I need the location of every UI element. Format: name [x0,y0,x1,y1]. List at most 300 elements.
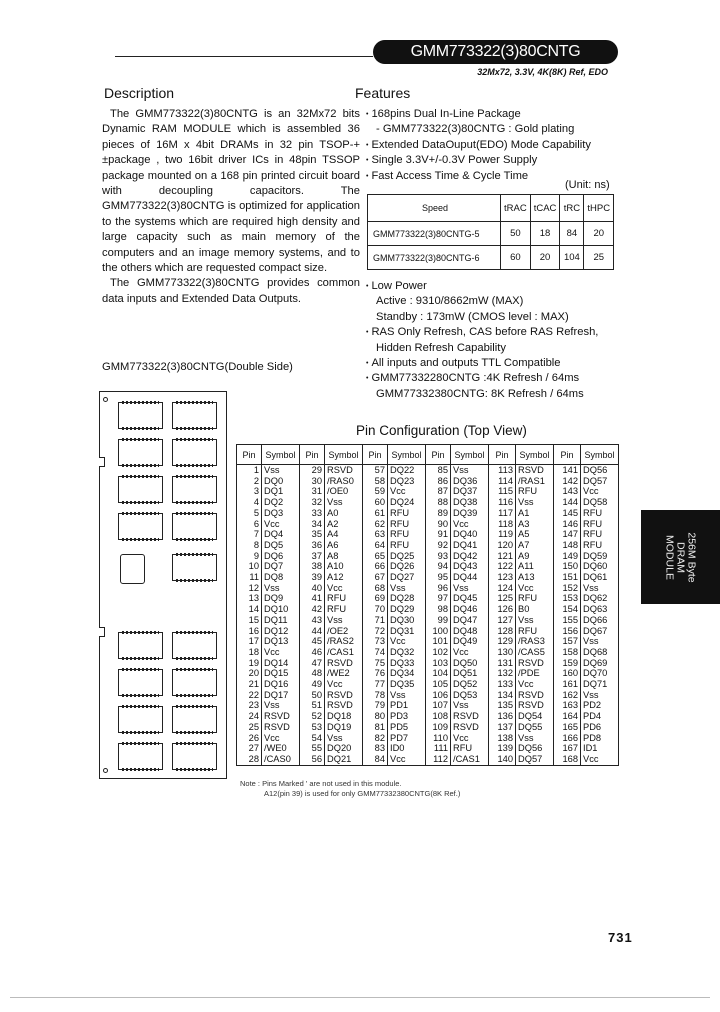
pin-number-cell: 32 [300,497,325,508]
timing-cell: 20 [584,222,614,246]
table-row [237,690,619,701]
pin-symbol-cell: RFU [388,529,426,540]
dram-chip [118,513,163,540]
pin-symbol-cell: Vcc [516,583,554,594]
part-subtitle: 32Mx72, 3.3V, 4K(8K) Ref, EDO [477,67,608,77]
pin-symbol-cell: DQ35 [388,679,426,690]
pin-symbol-cell: ID0 [388,743,426,754]
dram-chip [172,402,217,429]
pin-number-cell: 15 [237,615,262,626]
pin-symbol-cell: Vss [325,733,363,744]
pin-number-cell: 102 [426,647,451,658]
pin-number-cell: 103 [426,658,451,669]
pin-number-cell: 7 [237,529,262,540]
pin-symbol-cell: DQ52 [451,679,489,690]
pin-number-cell: 78 [363,690,388,701]
pin-number-cell: 154 [554,604,581,615]
pin-number-cell: 117 [489,508,516,519]
pin-number-cell: 95 [426,572,451,583]
pin-symbol-cell: RFU [325,593,363,604]
pin-symbol-cell: DQ15 [262,668,300,679]
pin-symbol-cell: DQ11 [262,615,300,626]
pin-symbol-cell: RFU [581,508,619,519]
pin-symbol-cell: DQ9 [262,593,300,604]
pin-number-cell: 135 [489,700,516,711]
feature-item: • Single 3.3V+/-0.3V Power Supply [366,153,626,168]
table-row [237,572,619,583]
table-row [237,583,619,594]
dram-chip [172,476,217,503]
pin-symbol-cell: Vss [516,497,554,508]
pin-symbol-cell: Vcc [388,486,426,497]
pin-symbol-cell: DQ20 [325,743,363,754]
pin-number-cell: 168 [554,754,581,765]
pin-symbol-cell: ID1 [581,743,619,754]
pin-symbol-cell: DQ2 [262,497,300,508]
pin-symbol-cell: DQ57 [516,754,554,765]
pin-number-cell: 87 [426,486,451,497]
pin-number-cell: 10 [237,561,262,572]
pin-symbol-cell: DQ4 [262,529,300,540]
pin-symbol-cell: RFU [388,508,426,519]
pin-symbol-cell: Vss [516,615,554,626]
description-paragraph-1: The GMM773322(3)80CNTG is an 32Mx72 bits Dynamic RAM MODULE which is assembled 36 pieces of 16M x 4bit DRAMs in 32 pin TSOP-+±package , two 16bit driver ICs in 48pin TSSOP package mounted on a 168 pin printed circuit board with decoupling capacitors. The GMM773322(3)80CNTG is optimized for application to the systems which are required high density and large capacity such as main memory of the computers and an image memory systems, and to the others which are requested compact size. [102,108,360,275]
pin-number-cell: 82 [363,733,388,744]
pin-symbol-cell: DQ57 [581,476,619,487]
pin-number-cell: 66 [363,561,388,572]
pin-number-cell: 72 [363,626,388,637]
pin-symbol-cell: A8 [325,551,363,562]
pin-symbol-cell: DQ0 [262,476,300,487]
pin-symbol-cell: DQ12 [262,626,300,637]
pin-symbol-cell: RSVD [325,465,363,476]
pin-symbol-cell: DQ50 [451,658,489,669]
pin-symbol-cell: DQ54 [516,711,554,722]
pin-number-cell: 21 [237,679,262,690]
table-row [237,540,619,551]
pin-number-cell: 148 [554,540,581,551]
pin-symbol-cell: DQ69 [581,658,619,669]
pin-number-cell: 47 [300,658,325,669]
pin-number-cell: 29 [300,465,325,476]
table-row [237,508,619,519]
pin-number-cell: 106 [426,690,451,701]
pin-symbol-cell: RSVD [516,690,554,701]
pin-number-cell: 17 [237,636,262,647]
pin-number-cell: 141 [554,465,581,476]
pin-number-cell: 105 [426,679,451,690]
pin-symbol-cell: RSVD [325,658,363,669]
pin-symbol-cell: Vss [388,690,426,701]
pin-number-cell: 46 [300,647,325,658]
dram-chip [172,669,217,696]
pin-number-cell: 70 [363,604,388,615]
pin-symbol-cell: /RAS3 [516,636,554,647]
pin-symbol-cell: A10 [325,561,363,572]
pin-number-cell: 80 [363,711,388,722]
pin-symbol-cell: A1 [516,508,554,519]
pin-symbol-cell: /CAS0 [262,754,300,765]
pin-symbol-cell: DQ67 [581,626,619,637]
pin-number-cell: 152 [554,583,581,594]
dram-chip [118,669,163,696]
pin-number-cell: 122 [489,561,516,572]
pin-number-cell: 159 [554,658,581,669]
pin-symbol-cell: Vss [262,465,300,476]
pin-number-cell: 133 [489,679,516,690]
pin-header-cell: Pin [489,445,516,465]
pin-symbol-cell: Vcc [388,754,426,765]
pin-number-cell: 99 [426,615,451,626]
pin-symbol-cell: DQ62 [581,593,619,604]
timing-cell: 60 [501,246,531,270]
table-row [237,497,619,508]
feature-item: • GMM77332280CNTG :4K Refresh / 64ms [366,371,636,386]
table-row [237,593,619,604]
pin-number-cell: 13 [237,593,262,604]
pin-number-cell: 88 [426,497,451,508]
double-side-label: GMM773322(3)80CNTG(Double Side) [102,361,293,373]
pin-number-cell: 156 [554,626,581,637]
pin-symbol-cell: DQ14 [262,658,300,669]
pin-number-cell: 162 [554,690,581,701]
table-row [237,636,619,647]
pin-number-cell: 96 [426,583,451,594]
pin-symbol-cell: PD2 [581,700,619,711]
pin-symbol-cell: RSVD [516,700,554,711]
pin-symbol-cell: DQ39 [451,508,489,519]
pin-symbol-cell: DQ5 [262,540,300,551]
pin-number-cell: 1 [237,465,262,476]
driver-ic [120,554,145,584]
pin-number-cell: 167 [554,743,581,754]
pin-number-cell: 41 [300,593,325,604]
pin-symbol-cell: DQ32 [388,647,426,658]
pin-symbol-cell: /CAS1 [325,647,363,658]
timing-cell: 50 [501,222,531,246]
pin-symbol-cell: A3 [516,519,554,530]
timing-cell: 25 [584,246,614,270]
table-row [237,476,619,487]
pin-symbol-cell: DQ47 [451,615,489,626]
pin-number-cell: 124 [489,583,516,594]
pin-number-cell: 49 [300,679,325,690]
pin-number-cell: 104 [426,668,451,679]
pin-symbol-cell: DQ60 [581,561,619,572]
pin-number-cell: 165 [554,722,581,733]
pin-symbol-cell: A6 [325,540,363,551]
pin-number-cell: 164 [554,711,581,722]
pin-number-cell: 55 [300,743,325,754]
pin-symbol-cell: /CAS1 [451,754,489,765]
pin-symbol-cell: Vss [262,700,300,711]
feature-item: • All inputs and outputs TTL Compatible [366,356,636,371]
pin-number-cell: 8 [237,540,262,551]
pin-number-cell: 128 [489,626,516,637]
pin-symbol-cell: DQ59 [581,551,619,562]
pin-number-cell: 108 [426,711,451,722]
pin-number-cell: 110 [426,733,451,744]
pin-number-cell: 75 [363,658,388,669]
pin-number-cell: 120 [489,540,516,551]
pin-number-cell: 143 [554,486,581,497]
pin-symbol-cell: PD5 [388,722,426,733]
feature-item: Hidden Refresh Capability [376,341,506,354]
pin-number-cell: 83 [363,743,388,754]
pin-symbol-cell: RSVD [516,658,554,669]
pin-number-cell: 77 [363,679,388,690]
pin-symbol-cell: Vss [581,583,619,594]
pin-symbol-cell: RFU [516,486,554,497]
pin-symbol-cell: DQ51 [451,668,489,679]
pin-number-cell: 54 [300,733,325,744]
pin-number-cell: 100 [426,626,451,637]
pin-number-cell: 114 [489,476,516,487]
pin-number-cell: 116 [489,497,516,508]
pin-number-cell: 44 [300,626,325,637]
pin-number-cell: 2 [237,476,262,487]
pin-symbol-cell: A5 [516,529,554,540]
description-paragraph-2: The GMM773322(3)80CNTG provides common data inputs and Extended Data Outputs. [102,277,360,305]
table-row [237,626,619,637]
pin-symbol-cell: DQ46 [451,604,489,615]
pin-config-table [236,444,619,766]
pin-number-cell: 39 [300,572,325,583]
pin-symbol-cell: Vss [451,465,489,476]
dram-chip [118,476,163,503]
pin-header-cell: Symbol [262,445,300,465]
dram-chip [172,706,217,733]
pin-symbol-cell: A11 [516,561,554,572]
pin-number-cell: 23 [237,700,262,711]
pin-number-cell: 85 [426,465,451,476]
pin-header-cell: Symbol [581,445,619,465]
pin-number-cell: 28 [237,754,262,765]
pin-number-cell: 12 [237,583,262,594]
pin-number-cell: 59 [363,486,388,497]
pin-symbol-cell: DQ45 [451,593,489,604]
table-row [237,529,619,540]
pin-symbol-cell: DQ21 [325,754,363,765]
pin-number-cell: 134 [489,690,516,701]
pin-number-cell: 65 [363,551,388,562]
footer-rule [10,997,710,998]
pin-number-cell: 118 [489,519,516,530]
pin-symbol-cell: DQ13 [262,636,300,647]
pin-number-cell: 11 [237,572,262,583]
feature-item: Standby : 173mW (CMOS level : MAX) [376,310,569,323]
pin-symbol-cell: DQ16 [262,679,300,690]
dram-chip [172,743,217,770]
table-row [237,519,619,530]
timing-row [368,222,614,246]
pin-symbol-cell: RSVD [325,700,363,711]
timing-cell: 104 [560,246,584,270]
pin-symbol-cell: /OE2 [325,626,363,637]
pin-number-cell: 107 [426,700,451,711]
table-row [237,615,619,626]
pin-number-cell: 166 [554,733,581,744]
pin-header-cell: Pin [363,445,388,465]
pin-number-cell: 161 [554,679,581,690]
pin-number-cell: 136 [489,711,516,722]
pin-number-cell: 52 [300,711,325,722]
pin-symbol-cell: Vcc [325,679,363,690]
pin-symbol-cell: RSVD [451,722,489,733]
pin-header-cell: Symbol [325,445,363,465]
dram-chip [172,439,217,466]
pin-symbol-cell: DQ55 [516,722,554,733]
pin-number-cell: 69 [363,593,388,604]
pin-number-cell: 84 [363,754,388,765]
description-heading: Description [104,85,175,101]
pin-number-cell: 34 [300,519,325,530]
pin-symbol-cell: PD6 [581,722,619,733]
pin-header-cell: Symbol [388,445,426,465]
pin-symbol-cell: DQ49 [451,636,489,647]
pin-number-cell: 42 [300,604,325,615]
pin-number-cell: 160 [554,668,581,679]
pin-number-cell: 157 [554,636,581,647]
table-row [237,733,619,744]
pin-header-cell: Pin [300,445,325,465]
pin-symbol-cell: DQ8 [262,572,300,583]
pin-symbol-cell: A12 [325,572,363,583]
pin-symbol-cell: /RAS2 [325,636,363,647]
pin-number-cell: 132 [489,668,516,679]
pin-number-cell: 50 [300,690,325,701]
timing-table [367,194,614,270]
timing-header-cell: tRC [560,195,584,222]
pin-number-cell: 31 [300,486,325,497]
pin-symbol-cell: A4 [325,529,363,540]
timing-cell: GMM773322(3)80CNTG-5 [368,222,501,246]
pin-number-cell: 62 [363,519,388,530]
pin-symbol-cell: /CAS5 [516,647,554,658]
pin-number-cell: 130 [489,647,516,658]
pin-table-body [237,465,619,766]
features-heading: Features [355,85,411,101]
pin-symbol-cell: A0 [325,508,363,519]
pin-symbol-cell: RSVD [325,690,363,701]
pin-number-cell: 109 [426,722,451,733]
pin-symbol-cell: RFU [581,529,619,540]
pin-symbol-cell: Vcc [451,519,489,530]
pin-symbol-cell: Vss [451,583,489,594]
pin-number-cell: 60 [363,497,388,508]
pin-symbol-cell: Vss [262,583,300,594]
pin-symbol-cell: DQ3 [262,508,300,519]
timing-unit-label: (Unit: ns) [565,179,610,191]
pin-symbol-cell: PD7 [388,733,426,744]
timing-cell: 18 [530,222,560,246]
pin-number-cell: 142 [554,476,581,487]
pin-symbol-cell: Vss [516,733,554,744]
pin-number-cell: 48 [300,668,325,679]
pin-number-cell: 155 [554,615,581,626]
pin-number-cell: 121 [489,551,516,562]
pin-symbol-cell: Vcc [451,733,489,744]
description-body [102,107,360,307]
pin-number-cell: 144 [554,497,581,508]
timing-header-cell: Speed [368,195,501,222]
pin-number-cell: 146 [554,519,581,530]
table-row [237,700,619,711]
dram-chip [118,632,163,659]
pin-header-cell: Pin [237,445,262,465]
pin-header-cell: Pin [426,445,451,465]
pin-symbol-cell: DQ31 [388,626,426,637]
pin-number-cell: 4 [237,497,262,508]
pin-number-cell: 45 [300,636,325,647]
pin-number-cell: 123 [489,572,516,583]
pin-symbol-cell: DQ56 [516,743,554,754]
table-row [237,486,619,497]
pin-symbol-cell: Vcc [451,647,489,658]
pin-symbol-cell: Vcc [581,486,619,497]
pin-number-cell: 3 [237,486,262,497]
pin-symbol-cell: PD8 [581,733,619,744]
pin-number-cell: 86 [426,476,451,487]
table-row [237,668,619,679]
section-side-tab [641,510,720,604]
pin-symbol-cell: DQ43 [451,561,489,572]
pin-symbol-cell: Vcc [262,733,300,744]
pin-number-cell: 101 [426,636,451,647]
feature-item: • 168pins Dual In-Line Package [366,107,626,122]
pin-symbol-cell: DQ24 [388,497,426,508]
table-row [237,754,619,765]
pin-symbol-cell: A9 [516,551,554,562]
pin-number-cell: 149 [554,551,581,562]
pin-symbol-cell: DQ37 [451,486,489,497]
pin-number-cell: 37 [300,551,325,562]
pin-number-cell: 6 [237,519,262,530]
pin-number-cell: 25 [237,722,262,733]
pin-number-cell: 150 [554,561,581,572]
pin-number-cell: 18 [237,647,262,658]
side-tab-line: DRAM [674,541,687,573]
pin-number-cell: 16 [237,626,262,637]
side-tab-text [664,532,697,582]
pin-symbol-cell: DQ30 [388,615,426,626]
pin-symbol-cell: DQ7 [262,561,300,572]
pin-symbol-cell: Vcc [581,754,619,765]
side-tab-line: MODULE [663,534,676,580]
pin-symbol-cell: B0 [516,604,554,615]
feature-item: • Extended DataOuput(EDO) Mode Capability [366,138,626,153]
pin-symbol-cell: RSVD [451,711,489,722]
header-rule [115,56,373,57]
table-row [237,679,619,690]
pin-note-line: Note : Pins Marked ' are not used in this module. [240,779,402,788]
timing-header-cell: tHPC [584,195,614,222]
pin-symbol-cell: Vss [325,497,363,508]
pin-number-cell: 92 [426,540,451,551]
pin-symbol-cell: RSVD [516,465,554,476]
dram-chip [172,513,217,540]
pin-number-cell: 140 [489,754,516,765]
pin-number-cell: 67 [363,572,388,583]
pin-symbol-cell: RSVD [262,711,300,722]
feature-item: • Fast Access Time & Cycle Time [366,169,626,184]
pin-number-cell: 26 [237,733,262,744]
pin-symbol-cell: /RAS0 [325,476,363,487]
pin-number-cell: 38 [300,561,325,572]
pin-symbol-cell: /PDE [516,668,554,679]
pin-symbol-cell: DQ66 [581,615,619,626]
pin-number-cell: 74 [363,647,388,658]
